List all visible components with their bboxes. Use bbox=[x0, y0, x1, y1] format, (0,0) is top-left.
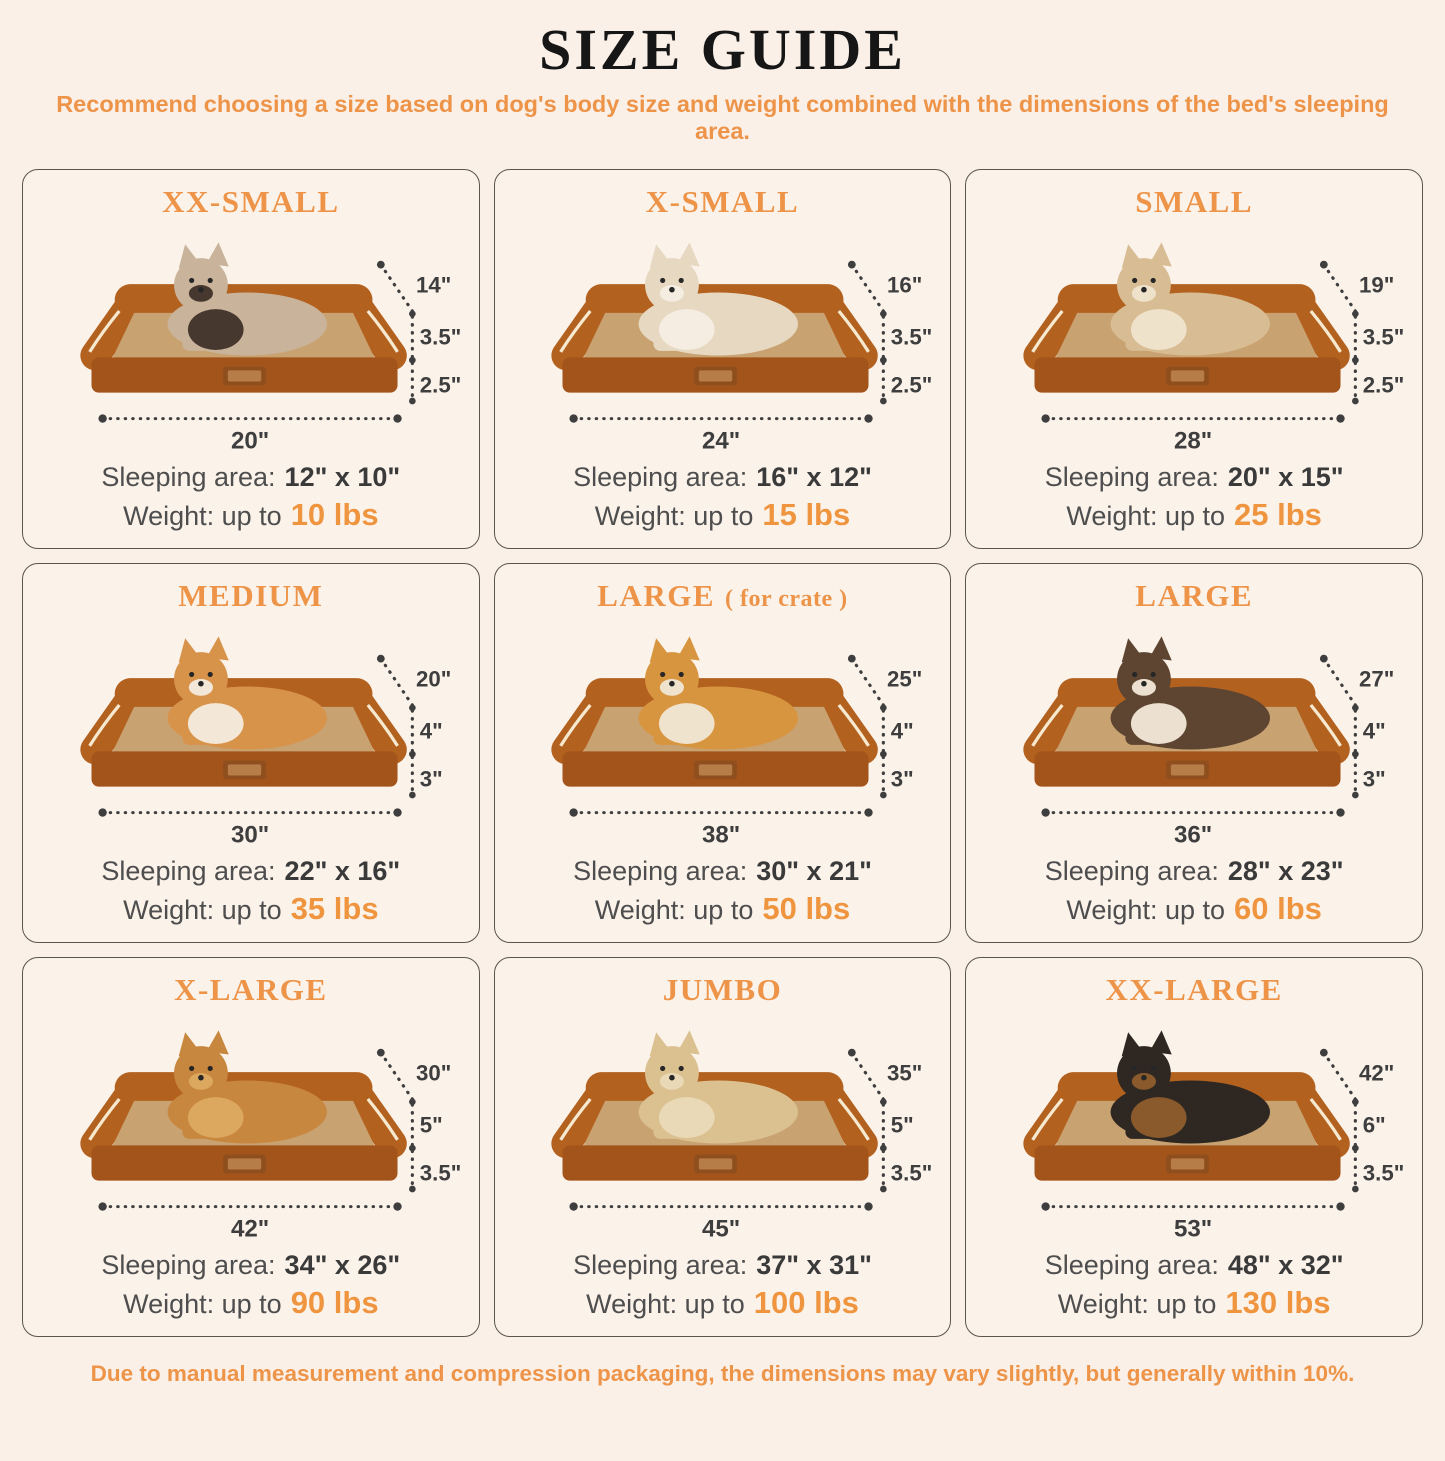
base-height-label: 3.5" bbox=[891, 1160, 933, 1186]
page-title: SIZE GUIDE bbox=[539, 17, 906, 82]
width-dimension-label: 45" bbox=[702, 1215, 741, 1243]
size-name: MEDIUM bbox=[178, 578, 324, 613]
size-guide-page bbox=[0, 16, 1445, 1387]
sleeping-area-label: Sleeping area: bbox=[573, 461, 748, 492]
depth-dimension-label: 14" bbox=[415, 272, 452, 298]
sleeping-area-line bbox=[29, 854, 473, 890]
width-dimension-label: 20" bbox=[230, 427, 270, 455]
weight-line bbox=[972, 495, 1416, 536]
dog-bed-illustration bbox=[505, 616, 939, 850]
weight-value: 50 lbs bbox=[762, 891, 851, 927]
sleeping-area-line bbox=[501, 1248, 945, 1284]
brand-tag bbox=[1166, 761, 1209, 780]
size-card bbox=[965, 563, 1423, 943]
brand-tag bbox=[695, 1155, 738, 1174]
width-dimension-label: 53" bbox=[1174, 1215, 1213, 1243]
weight-line bbox=[29, 495, 473, 536]
depth-dimension-label: 20" bbox=[415, 666, 452, 692]
size-title bbox=[29, 578, 473, 614]
dog-bed-illustration bbox=[34, 222, 468, 456]
sleeping-area-value: 12" x 10" bbox=[284, 461, 401, 492]
bolster-height-label: 3.5" bbox=[891, 324, 933, 350]
weight-line bbox=[972, 1283, 1416, 1324]
page-subtitle: Recommend choosing a size based on dog's body size and weight combined with the dimensions of the bed's sleeping area. bbox=[56, 91, 1389, 144]
weight-label: Weight: up to bbox=[586, 1289, 745, 1320]
dog-bed-illustration bbox=[34, 1010, 468, 1244]
card-info bbox=[972, 460, 1416, 537]
size-title bbox=[29, 972, 473, 1008]
weight-value: 15 lbs bbox=[762, 497, 851, 533]
weight-label: Weight: up to bbox=[123, 501, 282, 532]
weight-label: Weight: up to bbox=[1066, 501, 1226, 532]
depth-dimension-line bbox=[852, 265, 884, 311]
sleeping-area-label: Sleeping area: bbox=[573, 1249, 748, 1280]
weight-value: 35 lbs bbox=[290, 891, 379, 927]
size-title bbox=[972, 972, 1416, 1008]
bolster-height-label: 4" bbox=[419, 718, 443, 744]
sleeping-area-label: Sleeping area: bbox=[1044, 461, 1219, 492]
weight-value: 90 lbs bbox=[290, 1285, 379, 1321]
depth-dimension-line bbox=[1324, 265, 1356, 311]
sleeping-area-label: Sleeping area: bbox=[101, 855, 276, 886]
sleeping-area-line bbox=[972, 1248, 1416, 1284]
width-dimension-label: 38" bbox=[702, 821, 741, 849]
width-dimension-label: 24" bbox=[702, 427, 741, 455]
base-height-label: 2.5" bbox=[419, 372, 462, 398]
weight-line bbox=[501, 889, 945, 930]
size-title bbox=[972, 184, 1416, 220]
sleeping-area-label: Sleeping area: bbox=[1044, 1249, 1219, 1280]
card-info bbox=[501, 460, 945, 537]
size-card bbox=[494, 957, 952, 1337]
base-height-label: 2.5" bbox=[891, 372, 933, 398]
depth-dimension-label: 16" bbox=[887, 272, 923, 298]
bolster-height-label: 3.5" bbox=[419, 324, 462, 350]
dog-bed-illustration bbox=[505, 1010, 939, 1244]
width-dimension-label: 30" bbox=[230, 821, 270, 849]
size-title bbox=[972, 578, 1416, 614]
dog-bed-illustration bbox=[977, 616, 1411, 850]
depth-dimension-label: 35" bbox=[887, 1060, 923, 1086]
weight-label: Weight: up to bbox=[123, 1289, 282, 1320]
brand-tag bbox=[223, 367, 266, 386]
weight-label: Weight: up to bbox=[1066, 895, 1226, 926]
depth-dimension-line bbox=[852, 1053, 884, 1099]
depth-dimension-line bbox=[381, 659, 413, 705]
size-card bbox=[965, 169, 1423, 549]
size-title bbox=[501, 578, 945, 614]
bolster-height-label: 5" bbox=[419, 1112, 443, 1138]
weight-value: 25 lbs bbox=[1234, 497, 1322, 533]
size-card bbox=[22, 563, 480, 943]
width-dimension-label: 36" bbox=[1174, 821, 1213, 849]
depth-dimension-label: 19" bbox=[1359, 272, 1395, 298]
sleeping-area-line bbox=[501, 854, 945, 890]
brand-tag bbox=[1166, 1155, 1209, 1174]
weight-line bbox=[501, 1283, 945, 1324]
depth-dimension-label: 25" bbox=[887, 666, 923, 692]
weight-line bbox=[501, 495, 945, 536]
size-name: JUMBO bbox=[662, 972, 783, 1007]
sleeping-area-line bbox=[29, 1248, 473, 1284]
base-height-label: 3" bbox=[891, 766, 915, 792]
sleeping-area-value: 20" x 15" bbox=[1227, 461, 1344, 492]
width-dimension-label: 28" bbox=[1174, 427, 1213, 455]
base-height-label: 3.5" bbox=[1362, 1160, 1405, 1186]
weight-value: 60 lbs bbox=[1234, 891, 1322, 927]
sleeping-area-value: 34" x 26" bbox=[284, 1249, 401, 1280]
depth-dimension-label: 27" bbox=[1359, 666, 1395, 692]
base-height-label: 3.5" bbox=[419, 1160, 462, 1186]
card-info bbox=[501, 1248, 945, 1325]
bolster-height-label: 5" bbox=[891, 1112, 915, 1138]
size-title bbox=[501, 184, 945, 220]
card-info bbox=[29, 854, 473, 931]
sleeping-area-value: 28" x 23" bbox=[1227, 855, 1344, 886]
size-card bbox=[494, 563, 952, 943]
brand-tag bbox=[223, 1155, 266, 1174]
sleeping-area-value: 16" x 12" bbox=[756, 461, 872, 492]
weight-label: Weight: up to bbox=[594, 895, 754, 926]
size-name: SMALL bbox=[1135, 184, 1254, 219]
weight-line bbox=[29, 889, 473, 930]
card-info bbox=[29, 1248, 473, 1325]
dog-bed-illustration bbox=[977, 1010, 1411, 1244]
bolster-height-label: 3.5" bbox=[1362, 324, 1405, 350]
base-height-label: 3" bbox=[419, 766, 443, 792]
depth-dimension-label: 30" bbox=[415, 1060, 452, 1086]
weight-label: Weight: up to bbox=[123, 895, 282, 926]
weight-value: 100 lbs bbox=[753, 1285, 859, 1321]
size-name: XX-LARGE bbox=[1105, 972, 1283, 1007]
sleeping-area-label: Sleeping area: bbox=[573, 855, 748, 886]
size-card bbox=[965, 957, 1423, 1337]
dog-bed-illustration bbox=[977, 222, 1411, 456]
bolster-height-label: 6" bbox=[1362, 1112, 1386, 1138]
base-height-label: 2.5" bbox=[1362, 372, 1405, 398]
depth-dimension-line bbox=[381, 265, 413, 311]
size-grid bbox=[0, 169, 1445, 1337]
sleeping-area-label: Sleeping area: bbox=[101, 1249, 276, 1280]
width-dimension-label: 42" bbox=[230, 1215, 270, 1243]
bolster-height-label: 4" bbox=[891, 718, 915, 744]
bolster-height-label: 4" bbox=[1362, 718, 1386, 744]
depth-dimension-line bbox=[381, 1053, 413, 1099]
sleeping-area-label: Sleeping area: bbox=[101, 461, 276, 492]
page-footnote: Due to manual measurement and compression packaging, the dimensions may vary slightly, but generally within 10%. bbox=[90, 1361, 1355, 1386]
weight-label: Weight: up to bbox=[594, 501, 754, 532]
sleeping-area-line bbox=[29, 460, 473, 496]
sleeping-area-value: 22" x 16" bbox=[284, 855, 401, 886]
depth-dimension-label: 42" bbox=[1359, 1060, 1395, 1086]
size-card bbox=[22, 169, 480, 549]
size-title bbox=[29, 184, 473, 220]
size-name: LARGE bbox=[1135, 578, 1254, 613]
weight-line bbox=[972, 889, 1416, 930]
size-title bbox=[501, 972, 945, 1008]
sleeping-area-value: 37" x 31" bbox=[756, 1249, 872, 1280]
card-info bbox=[972, 1248, 1416, 1325]
weight-value: 10 lbs bbox=[290, 497, 379, 533]
base-height-label: 3" bbox=[1362, 766, 1386, 792]
size-card bbox=[494, 169, 952, 549]
brand-tag bbox=[695, 761, 738, 780]
depth-dimension-line bbox=[852, 659, 884, 705]
brand-tag bbox=[695, 367, 738, 386]
sleeping-area-value: 48" x 32" bbox=[1227, 1249, 1344, 1280]
size-note: ( for crate ) bbox=[725, 586, 848, 612]
card-info bbox=[29, 460, 473, 537]
weight-value: 130 lbs bbox=[1225, 1285, 1331, 1321]
sleeping-area-value: 30" x 21" bbox=[756, 855, 872, 886]
depth-dimension-line bbox=[1324, 659, 1356, 705]
sleeping-area-line bbox=[972, 460, 1416, 496]
size-name: LARGE bbox=[597, 578, 716, 613]
weight-line bbox=[29, 1283, 473, 1324]
weight-label: Weight: up to bbox=[1057, 1289, 1217, 1320]
depth-dimension-line bbox=[1324, 1053, 1356, 1099]
brand-tag bbox=[1166, 367, 1209, 386]
dog-bed-illustration bbox=[34, 616, 468, 850]
size-name: XX-SMALL bbox=[162, 184, 340, 219]
card-info bbox=[501, 854, 945, 931]
sleeping-area-line bbox=[972, 854, 1416, 890]
size-name: X-LARGE bbox=[174, 972, 328, 1007]
size-name: X-SMALL bbox=[645, 184, 800, 219]
sleeping-area-line bbox=[501, 460, 945, 496]
size-card bbox=[22, 957, 480, 1337]
dog-bed-illustration bbox=[505, 222, 939, 456]
sleeping-area-label: Sleeping area: bbox=[1044, 855, 1219, 886]
card-info bbox=[972, 854, 1416, 931]
brand-tag bbox=[223, 761, 266, 780]
